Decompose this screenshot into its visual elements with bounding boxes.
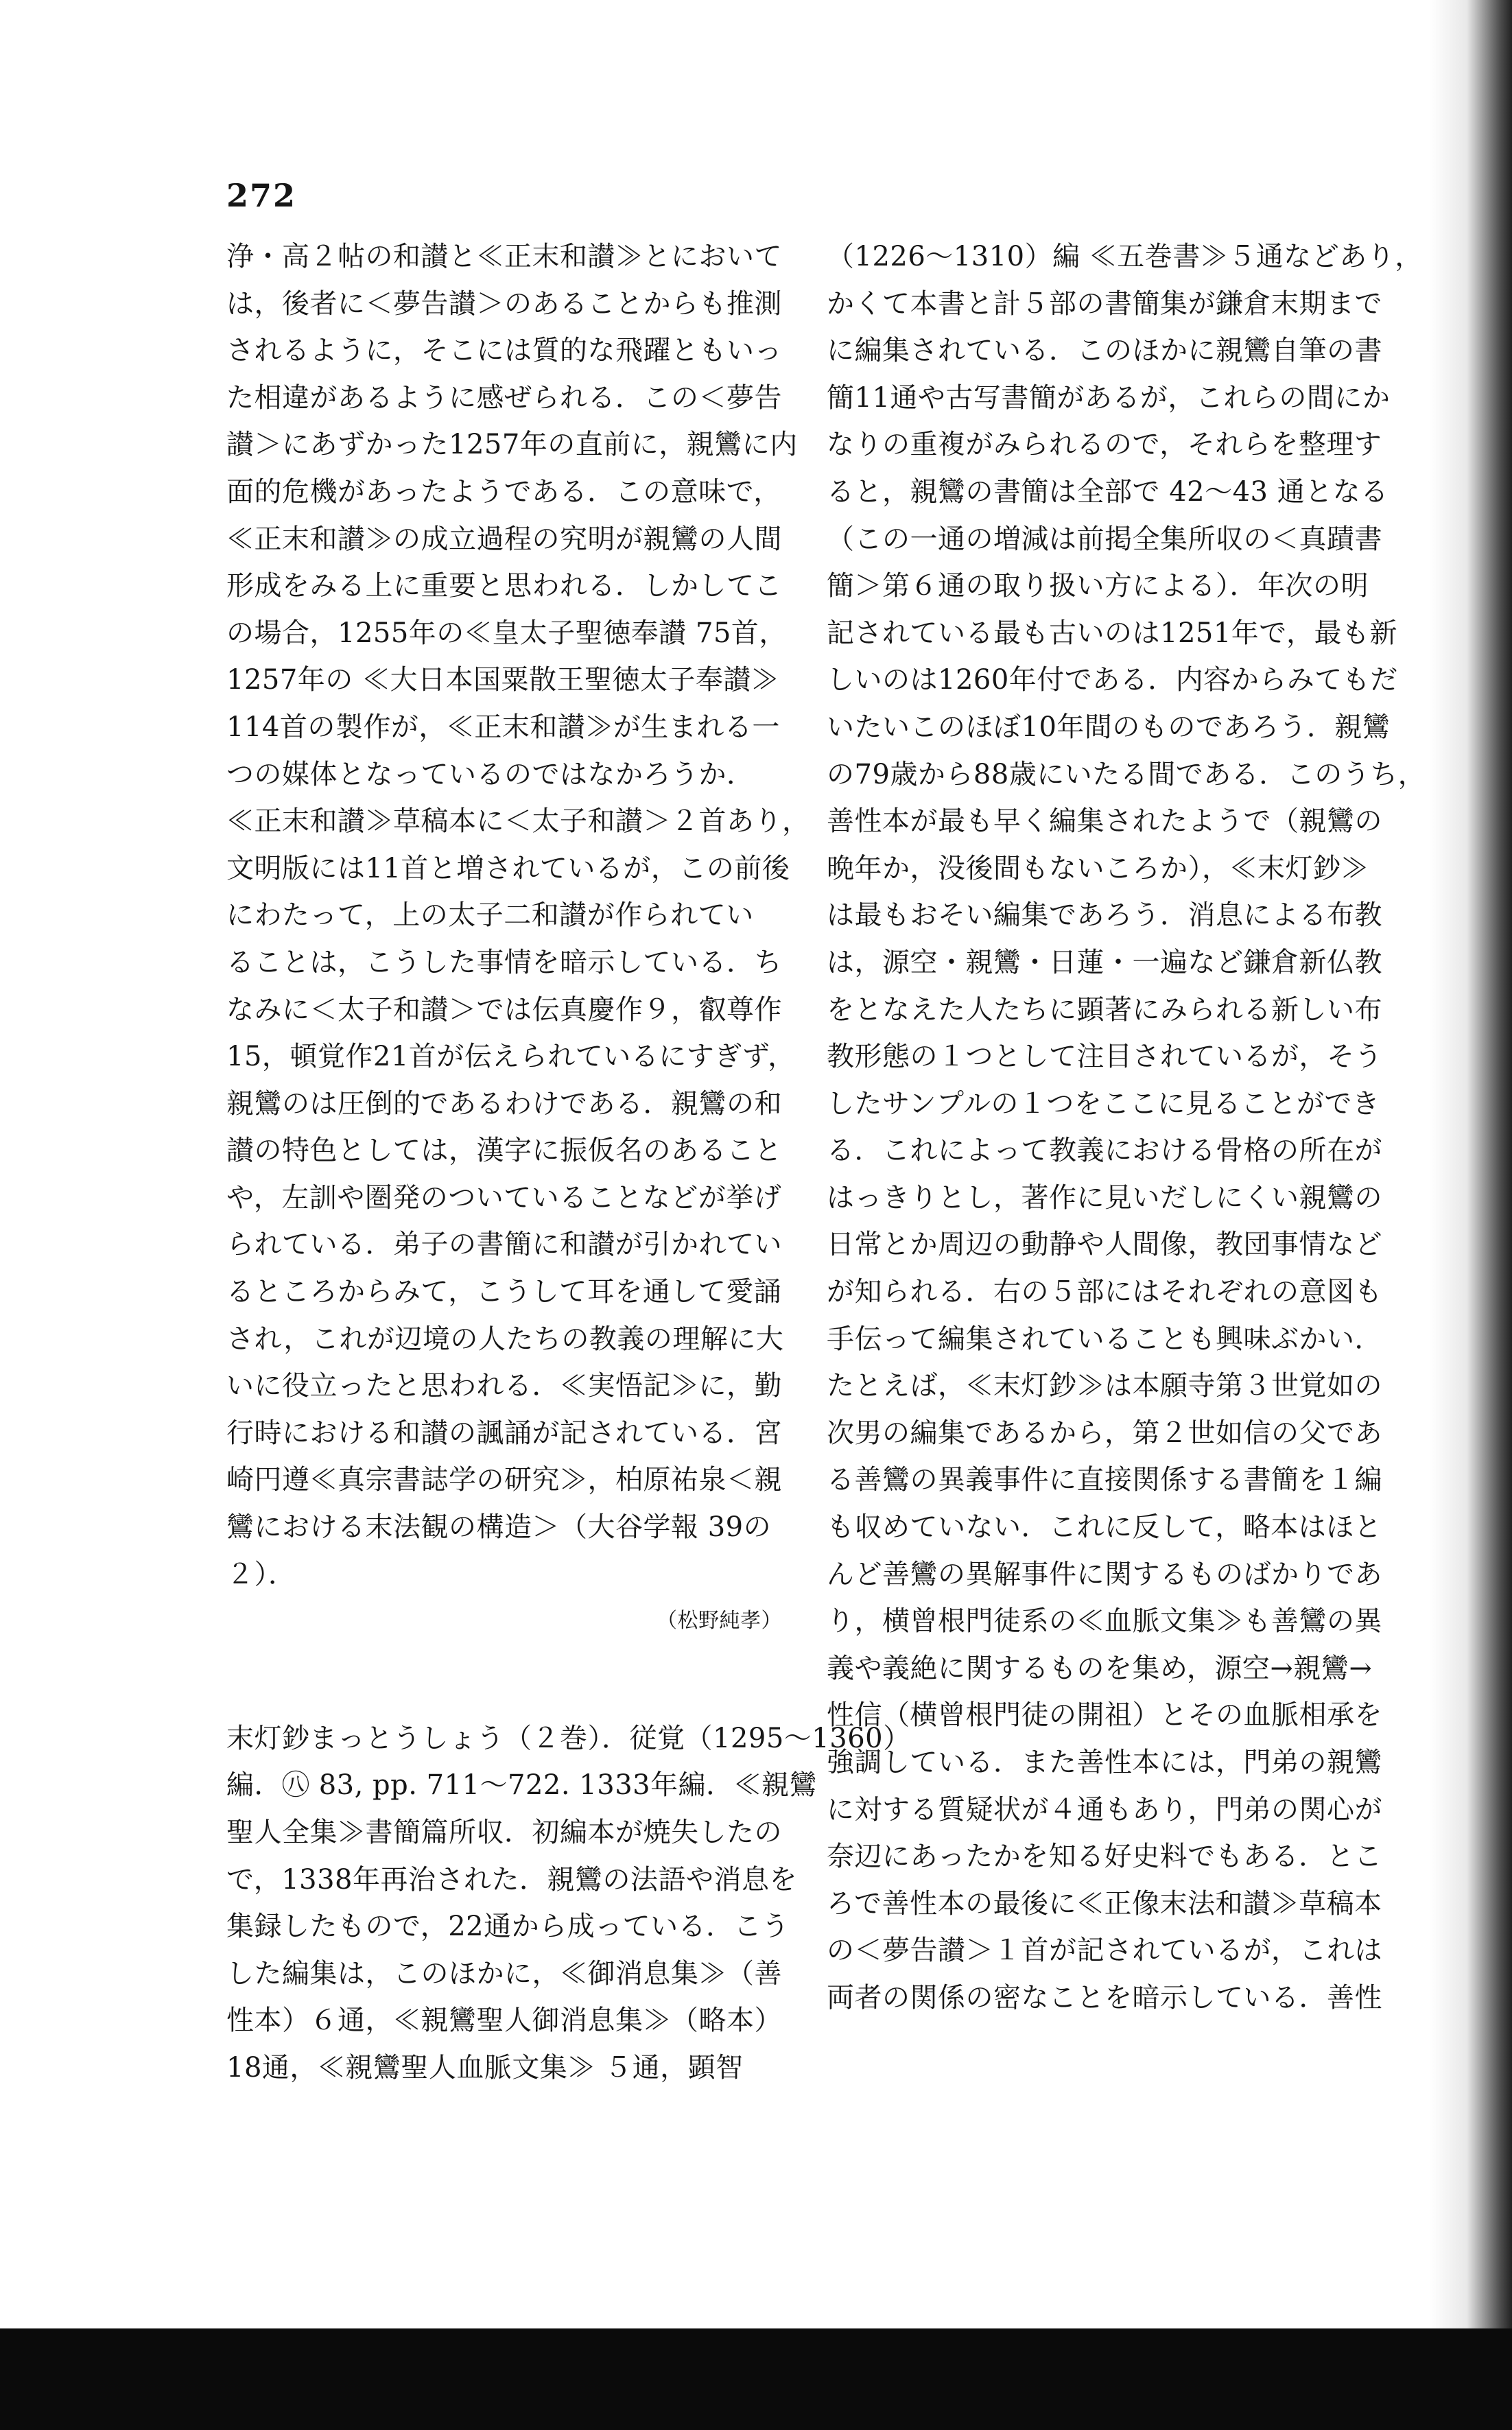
text-line: した編集は，このほかに，≪御消息集≫（善 bbox=[226, 1957, 782, 1990]
text-line: 鸞における末法観の構造＞（大谷学報 39の bbox=[226, 1511, 772, 1544]
text-line: 集録したもので，22通から成っている．こう bbox=[226, 1911, 790, 1943]
text-line: 両者の関係の密なことを暗示している．善性 bbox=[827, 1981, 1382, 2014]
text-line: 義や義絶に関するものを集め，源空→親鸞→ bbox=[827, 1652, 1373, 1684]
text-line: 面的危機があったようである．この意味で， bbox=[226, 475, 781, 508]
text-line: いたいこのほぼ10年間のものであろう．親鸞 bbox=[827, 711, 1391, 743]
text-line: 1257年の ≪大日本国粟散王聖徳太子奉讃≫ bbox=[226, 664, 779, 696]
text-line: をとなえた人たちに顕著にみられる新しい布 bbox=[827, 993, 1382, 1026]
text-line: や，左訓や圏発のついていることなどが挙げ bbox=[226, 1181, 782, 1214]
section-gap bbox=[226, 1645, 796, 1715]
left-paragraph-2 bbox=[226, 1715, 911, 2092]
left-paragraph-1 bbox=[226, 233, 810, 1598]
text-line: 浄・高２帖の和讃と≪正末和讃≫とにおいて bbox=[226, 241, 782, 272]
text-line: たとえば，≪末灯鈔≫は本願寺第３世覚如の bbox=[827, 1370, 1382, 1402]
text-line: （この一通の増減は前掲全集所収の＜真蹟書 bbox=[827, 523, 1382, 555]
left-column bbox=[226, 233, 911, 2092]
text-line: されるように，そこには質的な飛躍ともいっ bbox=[226, 335, 782, 367]
text-line: る．これによって教義における骨格の所在が bbox=[827, 1135, 1382, 1167]
text-line: た相違があるように感ぜられる．この＜夢告 bbox=[226, 381, 782, 414]
text-line: 奈辺にあったかを知る好史料でもある．とこ bbox=[827, 1841, 1382, 1873]
text-line: 簡＞第６通の取り扱い方による）．年次の明 bbox=[827, 570, 1369, 602]
text-line: ろで善性本の最後に≪正像末法和讃≫草稿本 bbox=[827, 1887, 1382, 1920]
text-line: 18通，≪親鸞聖人血脈文集≫ ５通，顕智 bbox=[226, 2051, 744, 2084]
text-line: るところからみて，こうして耳を通して愛誦 bbox=[226, 1276, 782, 1308]
text-line: いに役立ったと思われる．≪実悟記≫に，勤 bbox=[226, 1370, 782, 1402]
text-line: 讃＞にあずかった1257年の直前に，親鸞に内 bbox=[226, 429, 798, 461]
text-line: つの媒体となっているのではなかろうか． bbox=[226, 758, 755, 790]
text-line: んど善鸞の異解事件に関するものばかりであ bbox=[827, 1558, 1382, 1590]
text-line: 記されている最も古いのは1251年で，最も新 bbox=[827, 617, 1397, 649]
text-line: の79歳から88歳にいたる間である．このうち， bbox=[827, 758, 1426, 790]
text-line: に編集されている．このほかに親鸞自筆の書 bbox=[827, 335, 1382, 367]
text-line: ≪正末和讃≫草稿本に＜太子和讃＞２首あり， bbox=[226, 805, 810, 838]
text-line: はっきりとし，著作に見いだしにくい親鸞の bbox=[827, 1181, 1382, 1214]
text-line: 114首の製作が，≪正末和讃≫が生まれる一 bbox=[226, 711, 780, 743]
text-line: なみに＜太子和讃＞では伝真慶作９，叡尊作 bbox=[226, 993, 782, 1026]
text-line: 聖人全集≫書簡篇所収．初編本が焼失したの bbox=[226, 1817, 782, 1848]
text-line: され，これが辺境の人たちの教義の理解に大 bbox=[226, 1323, 784, 1355]
text-line: 教形態の１つとして注目されているが，そう bbox=[827, 1041, 1382, 1073]
text-line: は最もおそい編集であろう．消息による布教 bbox=[827, 899, 1382, 932]
text-line: 形成をみる上に重要と思われる．しかしてこ bbox=[226, 570, 782, 602]
text-line: ２）． bbox=[226, 1558, 296, 1590]
text-line: にわたって，上の太子二和讃が作られてい bbox=[226, 899, 754, 932]
text-line: ることは，こうした事情を暗示している．ち bbox=[226, 946, 782, 978]
text-line: は，源空・親鸞・日蓮・一遍など鎌倉新仏教 bbox=[827, 946, 1382, 978]
text-line: 次男の編集であるから，第２世如信の父であ bbox=[827, 1417, 1382, 1449]
text-line: は，後者に＜夢告讃＞のあることからも推測 bbox=[226, 287, 782, 320]
text-line: 讃の特色としては，漢字に振仮名のあること bbox=[226, 1135, 782, 1167]
text-line: 手伝って編集されていることも興味ぶかい． bbox=[827, 1323, 1382, 1355]
text-line: 性信（横曾根門徒の開祖）とその血脈相承を bbox=[827, 1699, 1382, 1732]
text-line: の＜夢告讃＞１首が記されているが，これは bbox=[827, 1935, 1382, 1967]
scan-bottom-band bbox=[0, 2328, 1512, 2430]
text-line: 親鸞のは圧倒的であるわけである．親鸞の和 bbox=[226, 1087, 782, 1120]
text-line: の場合，1255年の≪皇太子聖徳奉讃 75首， bbox=[226, 617, 787, 649]
text-line: 15，頓覚作21首が伝えられているにすぎず， bbox=[226, 1041, 796, 1073]
author-credit: （松野純孝） bbox=[657, 1609, 782, 1633]
text-line: なりの重複がみられるので，それらを整理す bbox=[827, 429, 1382, 461]
entry-heading-line: 末灯鈔まっとうしょう（２巻）．従覚（1295～1360） bbox=[226, 1722, 911, 1754]
text-line: る善鸞の異義事件に直接関係する書簡を１編 bbox=[827, 1464, 1382, 1496]
page-edge-shadow bbox=[1430, 0, 1512, 2333]
text-line: （1226～1310）編 ≪五巻書≫５通などあり， bbox=[827, 241, 1423, 272]
text-line: り，横曾根門徒系の≪血脈文集≫も善鸞の異 bbox=[827, 1605, 1382, 1638]
text-line: 善性本が最も早く編集されたようで（親鸞の bbox=[827, 805, 1382, 838]
text-line: ≪正末和讃≫の成立過程の究明が親鸞の人間 bbox=[226, 523, 782, 555]
text-line: 崎円遵≪真宗書誌学の研究≫，柏原祐泉＜親 bbox=[226, 1464, 782, 1496]
text-line: に対する質疑状が４通もあり，門弟の関心が bbox=[827, 1793, 1382, 1826]
text-line: したサンプルの１つをここに見ることができ bbox=[827, 1087, 1380, 1120]
text-line: ると，親鸞の書簡は全部で 42～43 通となる bbox=[827, 475, 1389, 508]
text-line: が知られる．右の５部にはそれぞれの意図も bbox=[827, 1276, 1382, 1308]
text-line: しいのは1260年付である．内容からみてもだ bbox=[827, 664, 1398, 696]
text-line: 簡11通や古写書簡があるが，これらの間にか bbox=[827, 381, 1391, 414]
text-line: かくて本書と計５部の書簡集が鎌倉末期まで bbox=[827, 287, 1382, 320]
right-column bbox=[827, 233, 1426, 2022]
text-line: 日常とか周辺の動静や人間像，教団事情など bbox=[827, 1229, 1382, 1261]
page-number: 272 bbox=[226, 177, 297, 214]
text-line: も収めていない．これに反して，略本はほと bbox=[827, 1511, 1382, 1544]
text-line: 性本）６通，≪親鸞聖人御消息集≫（略本） bbox=[226, 2005, 782, 2037]
text-line: 晩年か，没後間もないころか），≪末灯鈔≫ bbox=[827, 852, 1369, 884]
text-line: 行時における和讃の諷誦が記されている．宮 bbox=[226, 1417, 782, 1449]
text-line: で，1338年再治された．親鸞の法語や消息を bbox=[226, 1863, 797, 1896]
text-line: 文明版には11首と増されているが，この前後 bbox=[226, 852, 790, 884]
text-line: られている．弟子の書簡に和讃が引かれてい bbox=[226, 1229, 782, 1261]
text-line: 強調している．また善性本には，門弟の親鸞 bbox=[827, 1747, 1382, 1778]
text-line: 編．㊇ 83, pp. 711～722. 1333年編．≪親鸞 bbox=[226, 1769, 818, 1802]
